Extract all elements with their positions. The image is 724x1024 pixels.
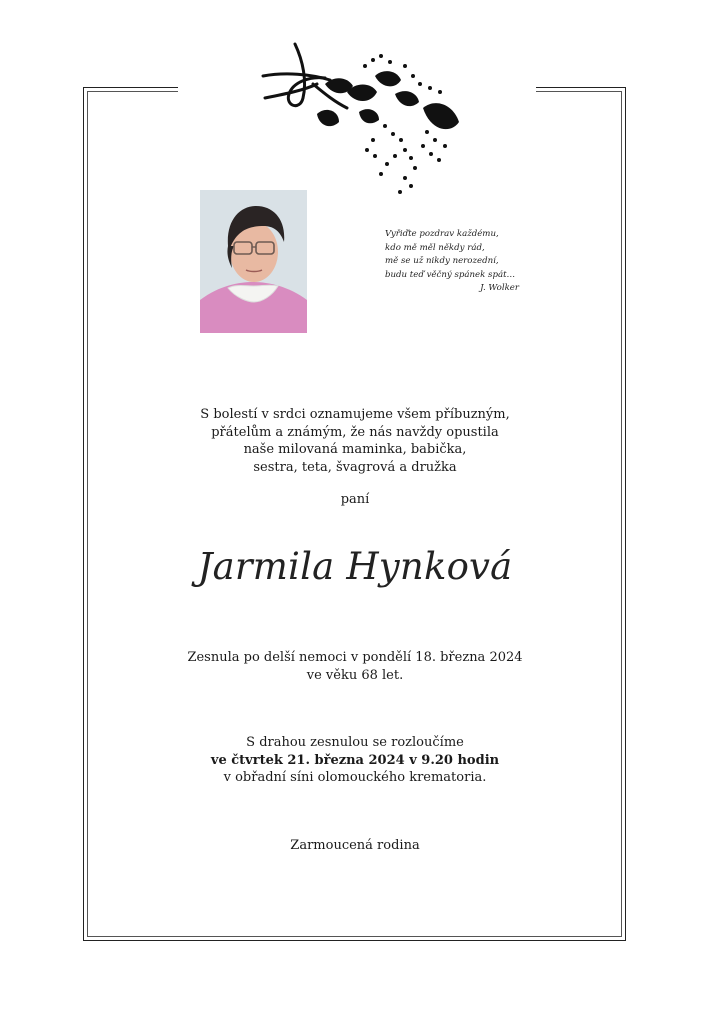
inner-frame [87,91,622,937]
announcement-text [90,406,620,476]
death-notice-line: ve věku 68 let. [306,667,404,683]
announcement-line: sestra, teta, švagrová a družka [253,459,457,475]
portrait-photo [200,190,307,333]
poem-author: J. Wolker [480,283,519,294]
poem-quote [385,228,545,296]
announcement-line: přátelům a známým, že nás navždy opustila [211,424,499,440]
funeral-intro: S drahou zesnulou se rozloučíme [246,735,464,750]
floral-ornament-icon [255,36,470,201]
death-notice [90,649,620,684]
signature: Zarmoucená rodina [290,838,420,853]
poem-line: budu teď věčný spánek spát… [385,269,516,280]
death-notice-line: Zesnula po delší nemoci v pondělí 18. března 2024 [187,650,523,665]
announcement-line: S bolestí v srdci oznamujeme všem příbuzným, [200,407,510,422]
deceased-name: Jarmila Hynková [197,545,513,588]
funeral-place: v obřadní síni olomouckého krematoria. [223,770,487,785]
announcement-line: naše milovaná maminka, babička, [243,442,467,457]
poem-line: mě se už nikdy nerozední, [385,256,499,267]
funeral-info [90,734,620,787]
poem-line: Vyřiďte pozdrav každému, [385,229,499,239]
poem-line: kdo mě měl někdy rád, [385,242,485,253]
title-word: paní [340,492,370,507]
funeral-datetime: ve čtvrtek 21. března 2024 v 9.20 hodin [210,752,500,768]
